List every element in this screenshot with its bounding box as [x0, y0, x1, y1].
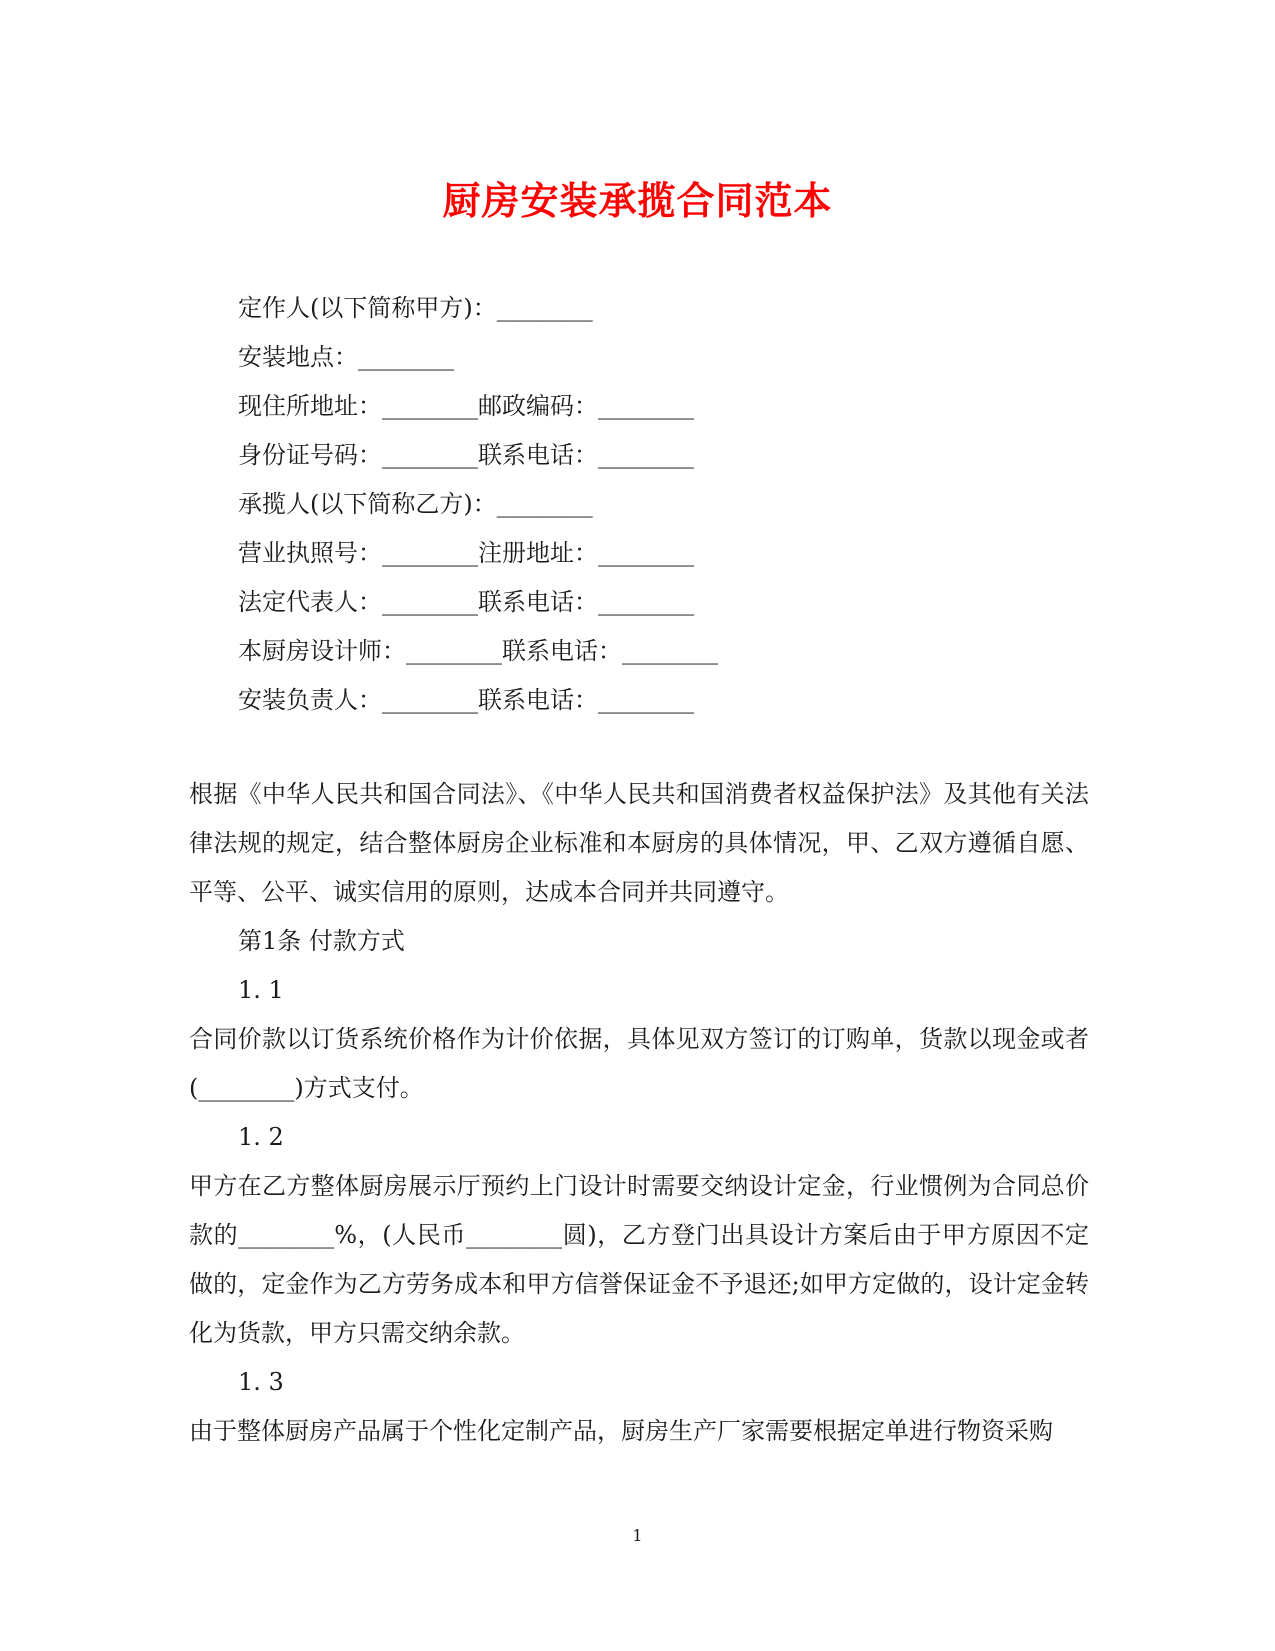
- field-line-client: 定作人(以下简称甲方)：________: [238, 294, 593, 322]
- field-line-business-license: 营业执照号：________注册地址：________: [238, 539, 694, 567]
- field-line-install-manager: 安装负责人：________联系电话：________: [238, 686, 694, 714]
- party-info-fields: [238, 284, 718, 725]
- clause-1-3-number: 1. 3: [238, 1368, 284, 1396]
- field-line-id-number: 身份证号码：________联系电话：________: [238, 441, 694, 469]
- page-number: 1: [632, 1526, 643, 1545]
- field-line-designer: 本厨房设计师：________联系电话：________: [238, 637, 718, 665]
- clause-1-2-number: 1. 2: [238, 1123, 284, 1151]
- article-1-heading: 第1条 付款方式: [238, 927, 405, 955]
- clause-1-3-text: 由于整体厨房产品属于个性化定制产品，厨房生产厂家需要根据定单进行物资采购: [189, 1417, 1053, 1445]
- field-line-address: 现住所地址：________邮政编码：________: [238, 392, 694, 420]
- clause-1-1-number: 1. 1: [238, 976, 284, 1004]
- contract-body: [189, 770, 1089, 1456]
- intro-paragraph: 根据《中华人民共和国合同法》、《中华人民共和国消费者权益保护法》及其他有关法律法规的规定，结合整体厨房企业标准和本厨房的具体情况，甲、乙双方遵循自愿、平等、公平、诚实信用的原则，达成本合同并共同遵守。: [189, 780, 1089, 906]
- document-title: 厨房安装承揽合同范本: [442, 178, 833, 223]
- clause-1-1-text: 合同价款以订货系统价格作为计价依据，具体见双方签订的订购单，货款以现金或者(________)方式支付。: [189, 1025, 1089, 1102]
- clause-1-2-text: 甲方在乙方整体厨房展示厅预约上门设计时需要交纳设计定金，行业惯例为合同总价款的________%，(人民币________圆)，乙方登门出具设计方案后由于甲方原因不定做的，定金作为乙方劳务成本和甲方信誉保证金不予退还;如甲方定做的，设计定金转化为货款，甲方只需交纳余款。: [189, 1172, 1089, 1347]
- field-line-legal-rep: 法定代表人：________联系电话：________: [238, 588, 694, 616]
- field-line-install-location: 安装地点：________: [238, 343, 454, 371]
- field-line-contractor: 承揽人(以下简称乙方)：________: [238, 490, 593, 518]
